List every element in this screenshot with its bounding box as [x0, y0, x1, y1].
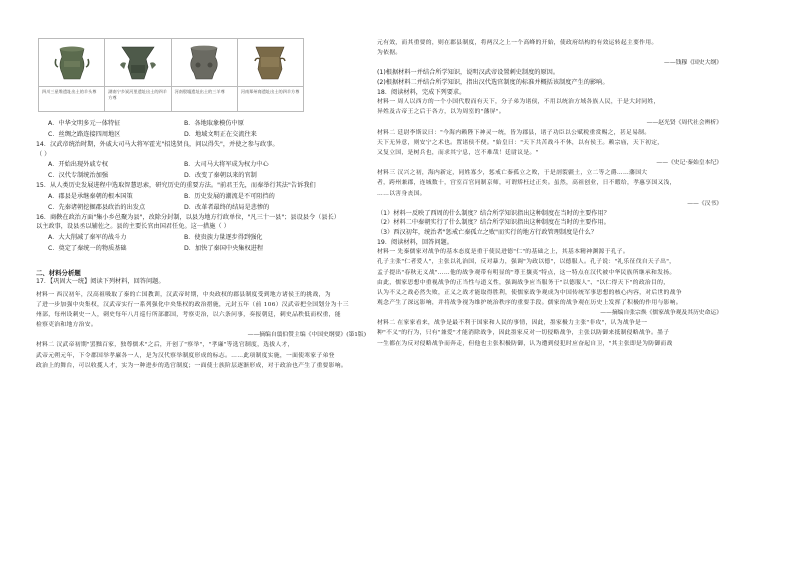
q17-stem: 17．【巩固大一统】阅读下列材料，回答问题。: [36, 278, 165, 286]
material-line: 认为不义之战必然失败，正义之战才能取得胜利，使儒家战争观成为中国传统军事思想的核心内容，对后世的战争: [377, 289, 682, 296]
section-title: 二、材料分析题: [36, 269, 81, 278]
right-column: [377, 38, 722, 349]
q15-options-row1: [36, 191, 366, 202]
option-a: A．大大削减了秦军的战斗力: [48, 234, 127, 242]
material-line: 者，跨州兼郡，连城数十，宫室百官同制京师，可谓矫枉过正矣。虽然，高祖创业，日不暇给，孝惠享国又浅，: [377, 180, 676, 187]
option-d: D．地域文明正在交流往来: [184, 131, 257, 138]
option-c: C．汉代专制统治加强: [48, 172, 109, 180]
option-b: B．使贵族力量逐步得到强化: [184, 234, 263, 242]
option-d: D．改革者最终的结局是悲惨的: [184, 203, 270, 211]
q18-stem: 18．阅读材料，完成下列要求。: [377, 88, 466, 96]
material-line: 材料二 在家家看来，战争是最不利于国家和人民的事情，因此，墨家极力主张"非攻"，认为战争是一: [377, 320, 648, 327]
option-c: C．丝绸之路连接四周地区: [48, 131, 121, 138]
option-a: A．郡县是承继秦朝的根本国策: [48, 192, 133, 200]
material-source: ——《汉书》: [687, 200, 722, 207]
material-line: 政治上的舞台，可以收揽人才，实为一种进步的选官制度；一面使士族阶层逐渐形成，对于政治也产生了重要影响。: [36, 362, 347, 369]
q16-stem-2: 以主政事，设县丞以辅佐之。县的主要长官由国君任免。这一措施（ ）: [36, 223, 230, 231]
option-d: D．改变了秦朝以来的官制: [184, 172, 257, 180]
question-part: （1）材料一反映了西周的什么制度？结合所学知识指出这种制度在当时的主要作用？: [377, 209, 610, 217]
material-line: 材料三 汉兴之初，海内新定，同姓寡少，惩戒亡秦孤立之败，于是剖裂疆土，立二等之爵……藩国大: [377, 170, 648, 177]
option-d: D．加快了秦国中央集权进程: [184, 245, 264, 253]
option-c: C．奠定了秦统一的物质基础: [48, 245, 127, 253]
q19-stem: 19．阅读材料，回答问题。: [377, 238, 453, 246]
q15-options-row2: [36, 202, 366, 213]
left-column: [36, 38, 366, 371]
artifact-cell: [172, 39, 238, 111]
image-caption: 湖南宁乡炭河里遗址出土的四羊方尊: [108, 89, 167, 101]
material-line: 一生都在为反对侵略战争而奔走，但他也主张积极防御，认为遭到侵犯时应奋起自卫，"其主张即是为防御而战: [377, 340, 673, 347]
bronze-vessel-image: [105, 39, 170, 87]
artifact-cell: [238, 39, 303, 111]
material-source: ——赵光贤《周代社会辨析》: [646, 119, 722, 126]
option-c: C．先秦诸朝挖掘郡县政治的出发点: [48, 203, 146, 211]
material-line: 材料一 周人以西方的一个小国代殷而有天下，分子弟为诸侯，不用以统治方域各族人民，于是大封同姓，: [377, 99, 660, 106]
question-part: （2）材料二中秦朝实行了什么制度？结合所学知识指出这种制度在当时的主要作用。: [377, 219, 610, 227]
material-line: 检察吏治和地方治安。: [36, 322, 97, 329]
material-source: ——摘编自翦伯赞主编《中国史纲要》(第1版): [247, 332, 366, 339]
q14-stem-blank: （ ）: [36, 150, 51, 158]
artifact-cell: [39, 39, 105, 111]
material-source: ——《史记·秦始皇本纪》: [656, 160, 722, 167]
image-caption: 河南郑州商遗址出土的四羊方尊: [240, 89, 300, 94]
material-line: 材料二 汉武帝初期"罢黜百家，独尊儒术"之后，开创了"察举"，"孝廉"等选官制度，选拔人才，: [36, 342, 294, 349]
q14-options-row1: [36, 159, 366, 170]
material-line: 孔子主张"仁者爱人"，主张以礼治国，反对暴力，强调"为政以德"，以德服人。孔子说："礼乐征伐自天子出"，: [377, 259, 676, 266]
material-line: 孟子提出"春秋无义战"……他的战争观带有明显的"尊王攘夷"特点，这一特点在汉代被中华民族所继承和发扬。: [377, 269, 676, 276]
q16-options-row1: [36, 232, 366, 243]
material-line: ……以害身丧国。: [377, 190, 426, 197]
material-line: 元有效，而其重要的，则在郡县制度，将两汉之上一个高峰的开始，使政府结构的有效运转起主要作用。: [377, 40, 658, 46]
q15-stem: 15．从人类历史发展进程中选取智慧思索，研究历史的重要方法。"前君王先，而秦举行其法"告诉我们: [36, 182, 316, 190]
bronze-vessel-image: [172, 39, 237, 87]
material-line: 天下无异意，则安宁之术也。置诸侯不便。"始皇曰："天下共苦战斗不休，以有侯王。赖宗庙，天下初定，: [377, 139, 664, 146]
image-caption: 河南殷墟遗址出土的三羊尊: [174, 89, 225, 94]
option-b: B．大司马大将军成为权力中心: [184, 161, 269, 169]
artifact-cell: [105, 39, 171, 111]
option-b: B．历史发展的潮流是不可阻挡的: [184, 192, 275, 200]
material-line: 观念产生了深远影响，并将战争视为维护统治秩序的重要手段。儒家的战争观在历史上发挥了积极的作用与影响。: [377, 299, 682, 306]
material-source: ——摘编自张宗焕《儒家战争观及其历史命运》: [600, 310, 722, 317]
q13-options-row1: [36, 118, 366, 129]
material-line: 为依据。: [377, 50, 402, 57]
material-line: 种"不义"的行为，只有"兼爱"才能消除战争，因此墨家反对一切侵略战争，主张以防御来抵制侵略战争。墨子: [377, 330, 670, 337]
bronze-vessel-image: [238, 39, 303, 87]
material-line: 异姓及古帝王之后于各方，以为周室的"藩屏"。: [377, 109, 505, 116]
material-source: ——钱穆《国史大纲》: [664, 60, 722, 67]
option-a: A．中华文明多元一体特征: [48, 120, 121, 127]
bronze-vessel-image: [39, 39, 104, 87]
material-line: 材料二 廷尉李斯议曰："今海内赖陛下神灵一统，皆为郡县，诸子功臣以公赋税重赏赐之，甚足易制。: [377, 129, 651, 136]
q14-stem: 14．汉武帝统治时期，外戚大司马大将军霍光"招选贤良，问以得失"，并使之参与政事。: [36, 141, 279, 148]
option-a: A．开始出现外戚专权: [48, 161, 108, 169]
material-line: 州部，每州设刺史一人，刺史每年八月巡行所部郡国，考察吏治，以六条问事，奏报朝廷，刺史品秩低而权重，能: [36, 311, 341, 318]
question-part: (1)根据材料一并结合所学知识，说明汉武帝设置刺史制度的原因。: [377, 69, 560, 77]
artifact-image-strip: [38, 38, 304, 112]
material-line: 由此，儒家思想中重视战争的正当性与道义性，强调战争应当服务于"以德服人"、"以仁得天下"的政治目的，: [377, 279, 670, 286]
question-part: （3）西汉初年，统治者"惩戒亡秦孤立之败"而实行的地方行政管理制度是什么？: [377, 229, 598, 237]
image-caption: 四川三星堆遗址出土的羊头尊: [42, 89, 97, 94]
q16-stem: 16．商鞅在政治方面"集小乡邑聚为县"，改除分封制，以县为地方行政单位，"凡三十一县"；县设县令（县长）: [36, 213, 340, 221]
material-line: 了进一步加强中央集权，汉武帝实行一系列强化中央集权的政治措施，元封五年（前 106）汉武帝把全国划分为十三: [36, 301, 349, 308]
q16-options-row2: [36, 243, 366, 254]
material-line: 武帝元朔元年，下令郡国举孝廉各一人，是为汉代察举制度形成的标志。……此项制度实施，一面使寒家子弟登: [36, 352, 335, 359]
material-line: 材料一 西汉初年，汉高祖吸取了秦的亡国教训，汉武帝时期，中央政权的郡县制度受到地方诸侯王的挑战，为: [36, 291, 331, 298]
q13-options-row2: [36, 129, 366, 140]
material-line: 材料一 先秦儒家对战争的基本态度是重于使民进德"仁"的基础之上，其基本精神渊源于孔子。: [377, 249, 629, 256]
material-line: 又复立国，是树兵也，而求其宁息，岂不难哉！廷尉议是。": [377, 149, 539, 156]
option-b: B．各地取象模仿中原: [184, 120, 244, 127]
question-part: (2)根据材料二并结合所学知识，指出汉代选官制度的标准并概括该制度产生的影响。: [377, 79, 609, 87]
q14-options-row2: [36, 170, 366, 181]
